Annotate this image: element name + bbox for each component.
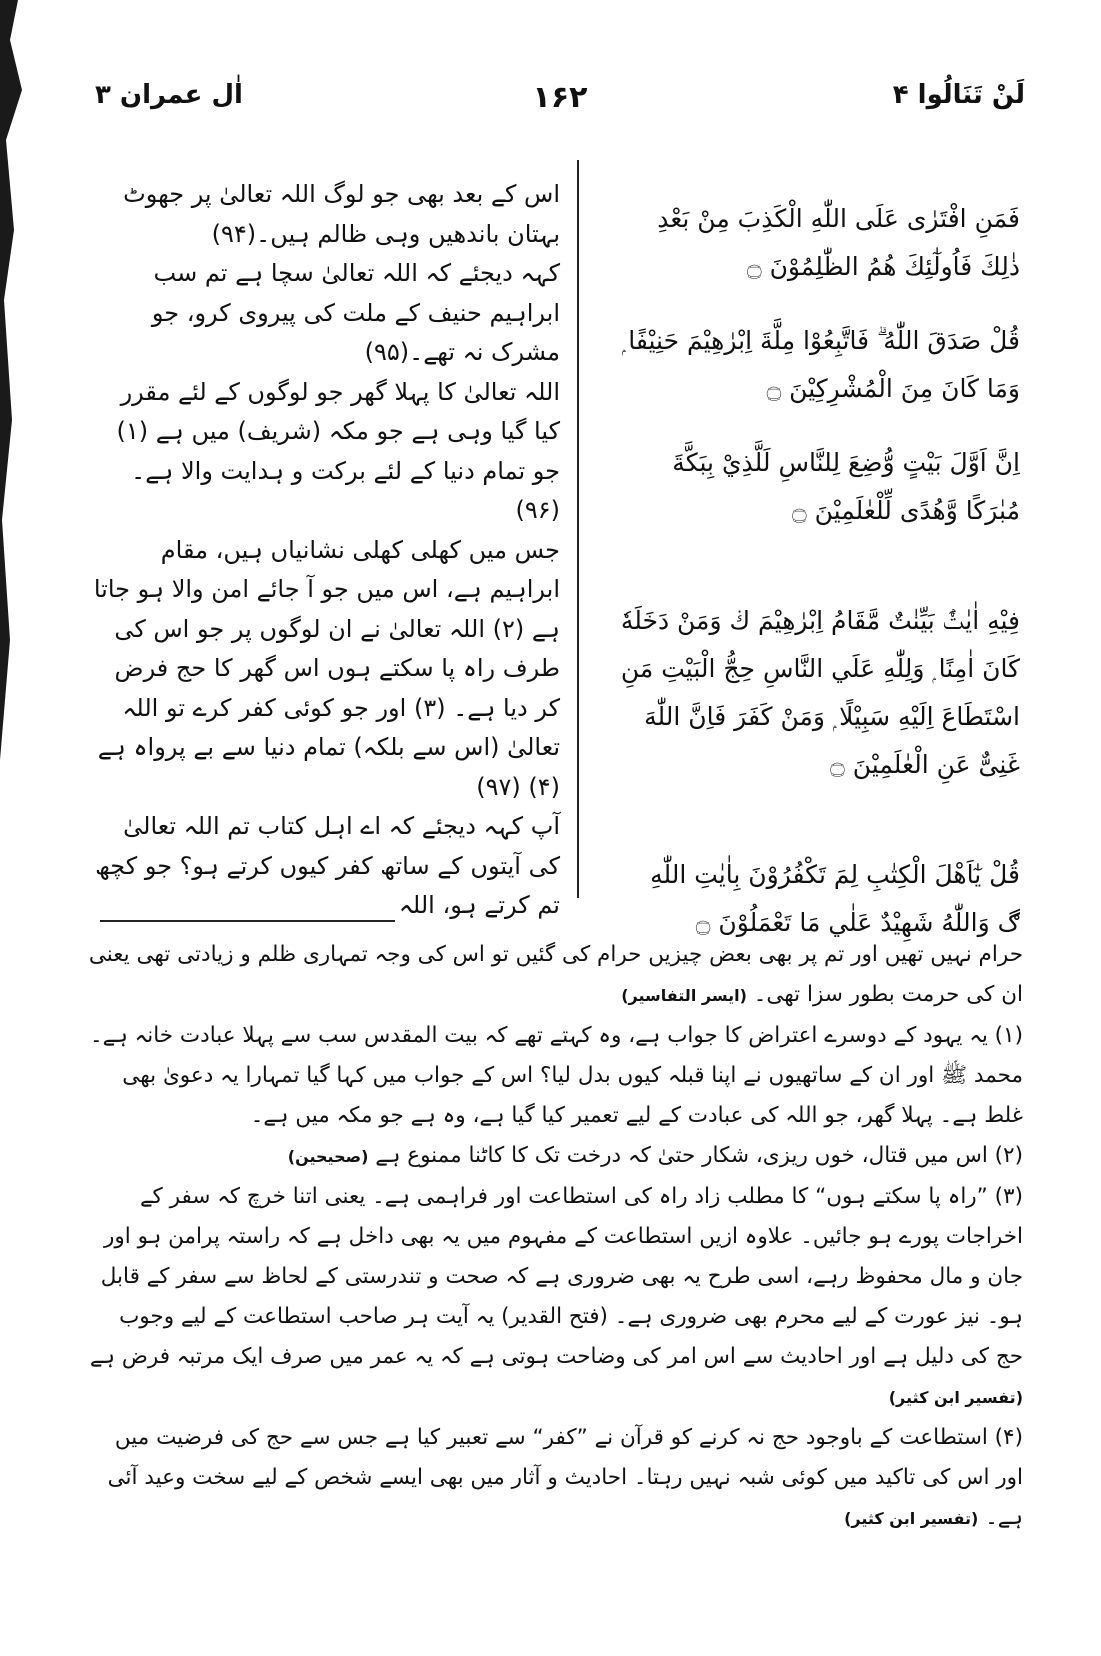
footnote-continuation-text: حرام نہیں تھیں اور تم پر بھی بعض چیزیں حرام کی گئیں تو اس کی وجہ تمہاری ظلم و زیادتی تھی یعنی ان کی حرمت بطور سزا تھی۔ [88, 942, 1023, 1007]
footnotes [88, 935, 1023, 1539]
arabic-verse-97: فِيْهِ اٰيٰتٌۢ بَيِّنٰتٌ مَّقَامُ اِبْرٰهِيْمَ ڬ وَمَنْ دَخَلَهٗ كَانَ اٰمِنًا ۭ وَلِلّٰهِ عَلَي النَّاسِ حِجُّ الْبَيْتِ مَنِ اسْتَطَاعَ اِلَيْهِ سَبِيْلًا ۭ وَمَنْ كَفَرَ فَاِنَّ اللّٰهَ غَنِىٌّ عَنِ الْعٰلَمِيْنَ ۝ [620, 606, 1020, 779]
footnote-2 [88, 1136, 1023, 1177]
translation-verse-97: جس میں کھلی کھلی نشانیاں ہیں، مقام ابراہیم ہے، اس میں جو آ جائے امن والا ہو جاتا ہے (۲) اللہ تعالیٰ نے ان لوگوں پر جو اس کی طرف راہ پا سکتے ہوں اس گھر کا حج فرض کر دیا ہے۔ (۳) اور جو کوئی کفر کرے تو اللہ تعالیٰ (اس سے بلکہ) تمام دنیا سے بے پرواہ ہے (۴) (۹۷) [93, 535, 560, 801]
arabic-verse-98: قُلْ يٰٓاَھْلَ الْكِتٰبِ لِمَ تَكْفُرُوْنَ بِاٰيٰتِ اللّٰهِ ڰ وَاللّٰهُ شَهِيْدٌ عَلٰي مَا تَعْمَلُوْنَ ۝ [650, 860, 1020, 937]
footnote-source: (تفسیر ابن کثیر) [888, 1388, 1023, 1407]
translation-verse-95: کہہ دیجئے کہ اللہ تعالیٰ سچا ہے تم سب ابراہیم حنیف کے ملت کی پیروی کرو، جو مشرک نہ تھے۔(۹۵) [151, 259, 560, 366]
arabic-text-column [620, 195, 1020, 973]
translation-verse-96: اللہ تعالیٰ کا پہلا گھر جو لوگوں کے لئے مقرر کیا گیا وہی ہے جو مکہ (شریف) میں ہے (۱) جو تمام دنیا کے لئے برکت و ہدایت والا ہے۔(۹۶) [116, 377, 560, 524]
juz-name: لَنْ تَنَالُوا ۴ [892, 80, 1025, 110]
footnote-4-text: (۴) استطاعت کے باوجود حج نہ کرنے کو قرآن نے ”کفر“ سے تعبیر کیا ہے جس سے حج کی فرضیت میں اور اس کی تاکید میں کوئی شبہ نہیں رہتا۔ احادیث و آثار میں بھی ایسے شخص کے لیے سخت وعید آئی ہے۔ [107, 1425, 1023, 1530]
footnote-source: (صحیحین) [287, 1147, 369, 1166]
page-number: ۱۶۲ [532, 80, 588, 115]
footnote-4 [88, 1418, 1023, 1539]
arabic-verse-96: اِنَّ اَوَّلَ بَيْتٍ وُّضِعَ لِلنَّاسِ لَلَّذِيْ بِبَكَّةَ مُبٰرَكًا وَّھُدًى لِّلْعٰلَمِيْنَ ۝ [672, 448, 1020, 525]
footnote-2-text: (۲) اس میں قتال، خوں ریزی، شکار حتیٰ کہ درخت تک کا کاٹنا ممنوع ہے [375, 1143, 1023, 1168]
footnote-source: (ایسر التفاسیر) [621, 986, 747, 1005]
page-header [95, 80, 1025, 130]
scan-edge-shadow [0, 0, 34, 860]
translation-verse-98: آپ کہہ دیجئے کہ اے اہل کتاب تم اللہ تعالیٰ کی آیتوں کے ساتھ کفر کیوں کرتے ہو؟ جو کچھ تم کرتے ہو، اللہ [95, 812, 560, 919]
arabic-verse-95: قُلْ صَدَقَ اللّٰهُ ۗ فَاتَّبِعُوْا مِلَّةَ اِبْرٰهِيْمَ حَنِيْفًا ۭ وَمَا كَانَ مِنَ الْمُشْرِكِيْنَ ۝ [622, 326, 1020, 403]
footnote-source: (تفسیر ابن کثیر) [844, 1509, 979, 1528]
arabic-verse-94: فَمَنِ افْتَرٰى عَلَى اللّٰهِ الْكَذِبَ مِنْ بَعْدِ ذٰلِكَ فَاُولٰٓئِكَ هُمُ الظّٰلِمُوْنَ ۝ [657, 204, 1020, 281]
footnote-separator [100, 920, 395, 922]
footnote-3 [88, 1177, 1023, 1418]
footnote-1: (۱) یہ یہود کے دوسرے اعتراض کا جواب ہے، وہ کہتے تھے کہ بیت المقدس سب سے پہلا عبادت خانہ ہے۔ محمد ﷺ اور ان کے ساتھیوں نے اپنا قبلہ کیوں بدل لیا؟ اس کے جواب میں کہا گیا تمہارا یہ دعویٰ بھی غلط ہے۔ پہلا گھر، جو اللہ کی عبادت کے لیے تعمیر کیا گیا ہے، وہ ہے جو مکہ میں ہے۔ [90, 1023, 1023, 1128]
column-divider [577, 160, 579, 898]
surah-name: اٰل عمران ۳ [95, 80, 243, 110]
footnote-3-text: (۳) ”راہ پا سکتے ہوں“ کا مطلب زاد راہ کی استطاعت اور فراہمی ہے۔ یعنی اتنا خرچ کہ سفر کے اخراجات پورے ہو جائیں۔ علاوہ ازیں استطاعت کے مفہوم میں یہ بھی داخل ہے کہ راستہ پرامن ہو اور جان و مال محفوظ رہے، اسی طرح یہ بھی ضروری ہے کہ صحت و تندرستی کے لحاظ سے سفر کے قابل ہو۔ نیز عورت کے لیے محرم بھی ضروری ہے۔ (فتح القدیر) یہ آیت ہر صاحب استطاعت کے لیے وجوب حج کی دلیل ہے اور احادیث سے اس امر کی وضاحت ہوتی ہے کہ یہ عمر میں صرف ایک مرتبہ فرض ہے [89, 1184, 1023, 1369]
urdu-translation-column [90, 175, 560, 926]
footnote-continuation [88, 935, 1023, 1016]
translation-verse-94: اس کے بعد بھی جو لوگ اللہ تعالیٰ پر جھوٹ بہتان باندھیں وہی ظالم ہیں۔(۹۴) [123, 180, 560, 248]
